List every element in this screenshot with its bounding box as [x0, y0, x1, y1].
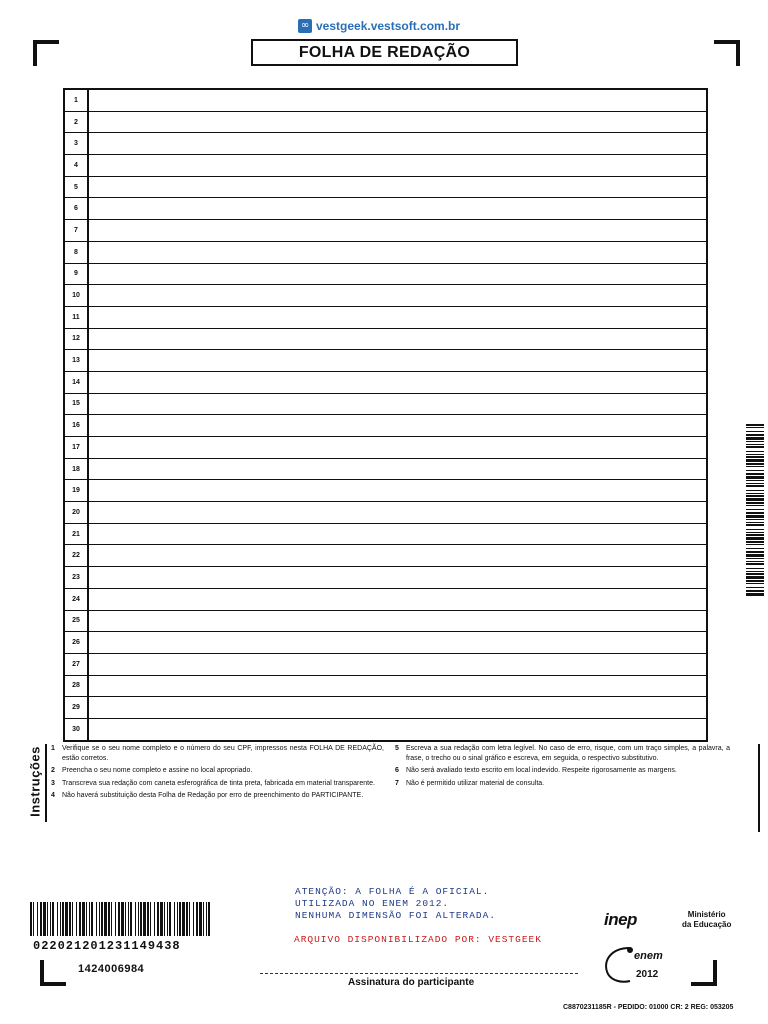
- line-number: 16: [65, 415, 89, 436]
- barcode-bar: [82, 902, 85, 936]
- writing-line[interactable]: [65, 415, 706, 437]
- writing-line[interactable]: [65, 133, 706, 155]
- instruction-number: 7: [395, 779, 399, 787]
- barcode-bar: [746, 505, 764, 506]
- instruction-number: 6: [395, 767, 399, 774]
- barcode-bar: [746, 583, 764, 584]
- writing-space[interactable]: [89, 502, 706, 523]
- barcode-bar: [746, 473, 764, 475]
- barcode-bar: [40, 902, 42, 936]
- line-number: 9: [65, 264, 89, 285]
- barcode-bar: [118, 902, 120, 936]
- barcode-bar: [746, 558, 764, 559]
- barcode-bar: [138, 902, 139, 936]
- writing-line[interactable]: [65, 502, 706, 524]
- barcode-bar: [160, 902, 163, 936]
- barcode-bar: [69, 902, 71, 936]
- instruction-item: [51, 791, 384, 801]
- writing-space[interactable]: [89, 719, 706, 740]
- barcode-bar: [47, 902, 48, 936]
- barcode-bar: [164, 902, 165, 936]
- barcode-bar: [746, 431, 764, 432]
- page-title: FOLHA DE REDAÇÃO: [298, 43, 471, 61]
- writing-line[interactable]: [65, 372, 706, 394]
- barcode-bar: [746, 534, 764, 536]
- writing-line[interactable]: [65, 198, 706, 220]
- writing-line[interactable]: [65, 589, 706, 611]
- barcode-bar: [746, 568, 764, 569]
- writing-line[interactable]: [65, 394, 706, 416]
- ministry-line-2: da Educação: [682, 920, 732, 929]
- barcode-bar: [203, 902, 204, 936]
- instructions-label-box: [27, 744, 43, 822]
- barcode-bar: [157, 902, 159, 936]
- line-number: 13: [65, 350, 89, 371]
- line-number: 30: [65, 719, 89, 740]
- barcode-bar: [746, 434, 764, 436]
- writing-space[interactable]: [89, 285, 706, 306]
- instruction-item: [395, 766, 730, 776]
- writing-space[interactable]: [89, 133, 706, 154]
- barcode-bar: [37, 902, 38, 936]
- writing-line[interactable]: [65, 459, 706, 481]
- barcode-bar: [169, 902, 171, 936]
- barcode-bar: [746, 532, 764, 533]
- barcode-bar: [746, 537, 764, 540]
- line-number: 20: [65, 502, 89, 523]
- line-number: 12: [65, 329, 89, 350]
- writing-space[interactable]: [89, 242, 706, 263]
- instruction-number: 1: [51, 745, 55, 752]
- barcode-bar: [746, 441, 764, 442]
- writing-line[interactable]: [65, 285, 706, 307]
- barcode-bar: [147, 902, 149, 936]
- barcode-bar: [746, 519, 764, 520]
- barcode-bar: [101, 902, 103, 936]
- writing-space[interactable]: [89, 654, 706, 675]
- barcode-bar: [65, 902, 68, 936]
- writing-space[interactable]: [89, 545, 706, 566]
- writing-space[interactable]: [89, 90, 706, 111]
- barcode-bar: [115, 902, 116, 936]
- vestgeek-logo-icon: ∞: [298, 19, 312, 33]
- barcode-bar: [140, 902, 142, 936]
- writing-space[interactable]: [89, 589, 706, 610]
- line-number: 24: [65, 589, 89, 610]
- writing-line[interactable]: [65, 90, 706, 112]
- barcode-bar: [746, 485, 764, 487]
- writing-line[interactable]: [65, 177, 706, 199]
- barcode-bar: [57, 902, 58, 936]
- barcode-bar: [91, 902, 93, 936]
- notice-line-2: UTILIZADA NO ENEM 2012.: [295, 898, 450, 909]
- writing-space[interactable]: [89, 459, 706, 480]
- writing-line[interactable]: [65, 220, 706, 242]
- barcode-bar: [43, 902, 46, 936]
- barcode-bar: [60, 902, 61, 936]
- barcode-bar: [206, 902, 207, 936]
- notice-line-1: ATENÇÃO: A FOLHA É A OFICIAL.: [295, 886, 490, 897]
- line-number: 6: [65, 198, 89, 219]
- writing-line[interactable]: [65, 155, 706, 177]
- line-number: 11: [65, 307, 89, 328]
- barcode-bar: [196, 902, 198, 936]
- barcode-bar: [125, 902, 126, 936]
- writing-space[interactable]: [89, 480, 706, 501]
- writing-line[interactable]: [65, 567, 706, 589]
- footer-code: C8870231185R - PEDIDO: 01000 CR: 2 REG: 053205: [563, 1004, 734, 1011]
- barcode-bar: [746, 563, 764, 565]
- writing-space[interactable]: [89, 697, 706, 718]
- barcode-bar: [30, 902, 32, 936]
- instructions-right-border: [758, 744, 760, 832]
- instructions-right-column: [395, 744, 730, 791]
- barcode-bar: [86, 902, 87, 936]
- writing-space[interactable]: [89, 632, 706, 653]
- writing-space[interactable]: [89, 198, 706, 219]
- line-number: 1: [65, 90, 89, 111]
- writing-grid: [63, 88, 708, 742]
- barcode-bar: [193, 902, 194, 936]
- barcode-bar: [121, 902, 124, 936]
- instruction-number: 3: [51, 779, 55, 787]
- barcode-bar: [179, 902, 181, 936]
- line-number: 4: [65, 155, 89, 176]
- barcode-bar: [50, 902, 51, 936]
- line-number: 21: [65, 524, 89, 545]
- line-number: 17: [65, 437, 89, 458]
- instruction-number: 4: [51, 792, 55, 799]
- barcode-bar: [746, 548, 764, 549]
- writing-line[interactable]: [65, 480, 706, 502]
- barcode-bar: [154, 902, 155, 936]
- barcode-bar: [189, 902, 190, 936]
- line-number: 18: [65, 459, 89, 480]
- barcode-bar: [62, 902, 64, 936]
- line-number: 25: [65, 611, 89, 632]
- line-number: 10: [65, 285, 89, 306]
- barcode-bar: [746, 576, 764, 579]
- corner-mark-bottom-right: [691, 960, 717, 986]
- barcode-bar: [746, 437, 764, 440]
- site-text: vestgeek.vestsoft.com.br: [316, 19, 461, 33]
- writing-space[interactable]: [89, 307, 706, 328]
- barcode-bar: [167, 902, 168, 936]
- barcode-bar: [746, 451, 764, 452]
- barcode-bar: [746, 427, 764, 428]
- registration-id: 1424006984: [78, 963, 145, 975]
- instruction-text: Transcreva sua redação com caneta esferográfica de tinta preta, fabricada em material transparente.: [62, 779, 375, 787]
- writing-line[interactable]: [65, 437, 706, 459]
- writing-line[interactable]: [65, 329, 706, 351]
- barcode-bar: [72, 902, 73, 936]
- writing-space[interactable]: [89, 372, 706, 393]
- barcode-bar: [746, 524, 764, 526]
- signature-line[interactable]: [260, 973, 578, 974]
- writing-space[interactable]: [89, 177, 706, 198]
- barcode-bar: [746, 590, 764, 592]
- writing-line[interactable]: [65, 545, 706, 567]
- bottom-barcode: [30, 902, 210, 936]
- barcode-bar: [199, 902, 202, 936]
- title-box: [251, 39, 518, 66]
- instruction-item: [395, 744, 730, 763]
- writing-line[interactable]: [65, 719, 706, 741]
- line-number: 28: [65, 676, 89, 697]
- barcode-bar: [746, 459, 764, 462]
- barcode-bar: [108, 902, 110, 936]
- writing-space[interactable]: [89, 329, 706, 350]
- instruction-number: 5: [395, 745, 399, 752]
- barcode-bar: [746, 561, 764, 562]
- barcode-bar: [746, 493, 764, 494]
- barcode-bar: [746, 463, 764, 465]
- line-number: 2: [65, 112, 89, 133]
- writing-line[interactable]: [65, 611, 706, 633]
- barcode-bar: [746, 498, 764, 501]
- line-number: 26: [65, 632, 89, 653]
- instruction-text: Verifique se o seu nome completo e o número do seu CPF, impressos nesta FOLHA DE REDAÇÃO, estão corretos.: [62, 745, 384, 762]
- barcode-bar: [128, 902, 129, 936]
- writing-space[interactable]: [89, 524, 706, 545]
- writing-space[interactable]: [89, 567, 706, 588]
- line-number: 27: [65, 654, 89, 675]
- writing-space[interactable]: [89, 112, 706, 133]
- writing-space[interactable]: [89, 415, 706, 436]
- notice-block: [295, 886, 496, 922]
- barcode-bar: [746, 446, 764, 448]
- line-number: 3: [65, 133, 89, 154]
- barcode-bar: [746, 483, 764, 484]
- barcode-bar: [52, 902, 54, 936]
- barcode-number: 022021201231149438: [33, 939, 181, 953]
- barcode-bar: [746, 554, 764, 557]
- barcode-bar: [150, 902, 151, 936]
- writing-space[interactable]: [89, 220, 706, 241]
- site-watermark: [298, 17, 460, 35]
- instruction-text: Não será avaliado texto escrito em local indevido. Respeite rigorosamente as margens.: [406, 767, 677, 774]
- writing-line[interactable]: [65, 307, 706, 329]
- barcode-bar: [746, 424, 764, 426]
- writing-space[interactable]: [89, 155, 706, 176]
- barcode-bar: [746, 515, 764, 518]
- barcode-bar: [746, 522, 764, 523]
- barcode-bar: [111, 902, 112, 936]
- instructions-left-column: [51, 744, 384, 804]
- writing-line[interactable]: [65, 654, 706, 676]
- writing-space[interactable]: [89, 437, 706, 458]
- barcode-bar: [174, 902, 175, 936]
- barcode-bar: [746, 573, 764, 575]
- writing-line[interactable]: [65, 264, 706, 286]
- instruction-item: [51, 766, 384, 776]
- writing-space[interactable]: [89, 394, 706, 415]
- instruction-text: Não haverá substituição desta Folha de Redação por erro de preenchimento do PARTICIPANTE.: [62, 792, 364, 799]
- barcode-bar: [746, 466, 764, 467]
- line-number: 14: [65, 372, 89, 393]
- barcode-bar: [96, 902, 97, 936]
- barcode-bar: [130, 902, 132, 936]
- barcode-bar: [746, 551, 764, 553]
- barcode-bar: [746, 544, 764, 545]
- barcode-bar: [746, 541, 764, 543]
- barcode-bar: [33, 902, 34, 936]
- writing-line[interactable]: [65, 632, 706, 654]
- barcode-bar: [746, 454, 764, 455]
- barcode-bar: [746, 444, 764, 445]
- line-number: 19: [65, 480, 89, 501]
- inep-logo: inep: [604, 910, 637, 929]
- barcode-bar: [208, 902, 210, 936]
- barcode-bar: [746, 512, 764, 514]
- corner-mark-top-right: [714, 40, 740, 66]
- barcode-bar: [76, 902, 77, 936]
- enem-year: 2012: [636, 969, 659, 980]
- writing-line[interactable]: [65, 676, 706, 698]
- writing-space[interactable]: [89, 676, 706, 697]
- corner-mark-bottom-left: [40, 960, 66, 986]
- barcode-bar: [99, 902, 100, 936]
- barcode-bar: [135, 902, 136, 936]
- barcode-bar: [746, 456, 764, 458]
- line-number: 7: [65, 220, 89, 241]
- barcode-bar: [89, 902, 90, 936]
- line-number: 23: [65, 567, 89, 588]
- signature-label: Assinatura do participante: [348, 977, 475, 988]
- instruction-number: 2: [51, 767, 55, 774]
- line-number: 29: [65, 697, 89, 718]
- enem-logo-text: enem: [634, 950, 663, 962]
- barcode-bar: [746, 580, 764, 582]
- line-number: 22: [65, 545, 89, 566]
- barcode-bar: [746, 509, 764, 510]
- writing-line[interactable]: [65, 524, 706, 546]
- barcode-bar: [746, 480, 764, 481]
- notice-line-3: NENHUMA DIMENSÃO FOI ALTERADA.: [295, 910, 497, 921]
- writing-space[interactable]: [89, 611, 706, 632]
- instruction-text: Preencha o seu nome completo e assine no local apropriado.: [62, 767, 253, 774]
- line-number: 15: [65, 394, 89, 415]
- barcode-bar: [746, 476, 764, 479]
- barcode-bar: [746, 490, 764, 491]
- writing-line[interactable]: [65, 350, 706, 372]
- barcode-bar: [746, 529, 764, 530]
- writing-line[interactable]: [65, 697, 706, 719]
- barcode-bar: [746, 571, 764, 572]
- ministry-line-1: Ministério: [687, 910, 726, 919]
- corner-mark-top-left: [33, 40, 59, 66]
- barcode-bar: [746, 470, 764, 471]
- barcode-bar: [186, 902, 188, 936]
- barcode-bar: [746, 593, 764, 596]
- barcode-bar: [177, 902, 178, 936]
- instruction-item: [51, 779, 384, 789]
- side-barcode: [746, 424, 764, 596]
- barcode-bar: [79, 902, 81, 936]
- line-number: 5: [65, 177, 89, 198]
- instruction-text: Escreva a sua redação com letra legível. No caso de erro, risque, com um traço simples, a palavra, a frase, o trecho ou o sinal gráfico e escreva, em seguida, o respectivo substitutivo.: [406, 745, 730, 762]
- instructions-divider: [45, 744, 47, 822]
- barcode-bar: [746, 495, 764, 497]
- barcode-bar: [746, 502, 764, 504]
- barcode-bar: [182, 902, 185, 936]
- line-number: 8: [65, 242, 89, 263]
- writing-space[interactable]: [89, 264, 706, 285]
- writing-space[interactable]: [89, 350, 706, 371]
- instruction-item: [395, 779, 730, 789]
- barcode-bar: [104, 902, 107, 936]
- instruction-text: Não é permitido utilizar material de consulta.: [406, 779, 545, 787]
- barcode-bar: [746, 587, 764, 588]
- writing-line[interactable]: [65, 112, 706, 134]
- source-notice: ARQUIVO DISPONIBILIZADO POR: VESTGEEK: [294, 934, 542, 945]
- ministry-logo: [682, 910, 731, 930]
- instructions-title: Instruções: [27, 746, 43, 817]
- writing-line[interactable]: [65, 242, 706, 264]
- instruction-item: [51, 744, 384, 763]
- barcode-bar: [143, 902, 146, 936]
